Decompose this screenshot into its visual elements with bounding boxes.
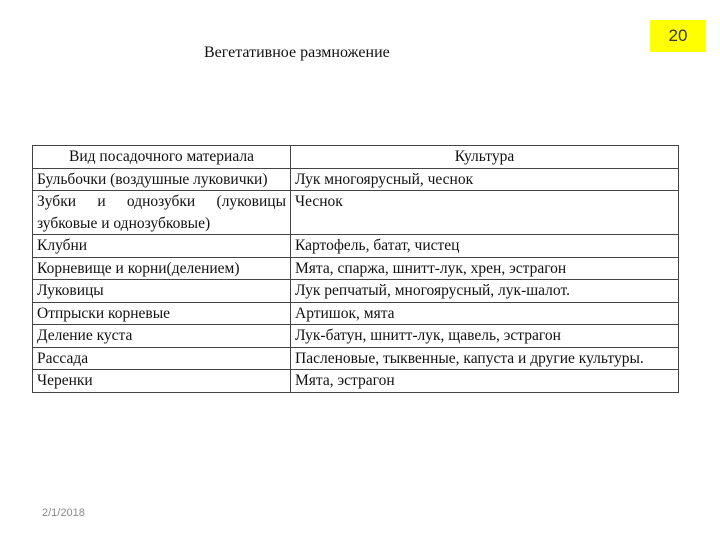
- crop-cell: Артишок, мята: [291, 302, 679, 325]
- crop-cell: Мята, эстрагон: [291, 370, 679, 393]
- crop-cell: Картофель, батат, чистец: [291, 235, 679, 258]
- material-cell: Корневище и корни(делением): [33, 257, 291, 280]
- crop-cell: Лук многоярусный, чеснок: [291, 168, 679, 191]
- propagation-table: [32, 145, 679, 393]
- table-row: [33, 235, 679, 258]
- header-material-type: Вид посадочного материала: [33, 146, 291, 169]
- crop-cell: Пасленовые, тыквенные, капуста и другие культуры.: [291, 347, 679, 370]
- slide-title: Вегетативное размножение: [204, 44, 390, 61]
- material-cell: Рассада: [33, 347, 291, 370]
- page-number-badge: 20: [650, 20, 706, 52]
- table-row: [33, 370, 679, 393]
- crop-cell: Лук-батун, шнитт-лук, щавель, эстрагон: [291, 325, 679, 348]
- header-crop: Культура: [291, 146, 679, 169]
- material-cell: Черенки: [33, 370, 291, 393]
- table-row: [33, 168, 679, 191]
- table-row: [33, 257, 679, 280]
- crop-cell: Лук репчатый, многоярусный, лук-шалот.: [291, 280, 679, 303]
- material-cell: Деление куста: [33, 325, 291, 348]
- table-row: [33, 280, 679, 303]
- crop-cell: Мята, спаржа, шнитт-лук, хрен, эстрагон: [291, 257, 679, 280]
- table-row: [33, 325, 679, 348]
- material-cell: Луковицы: [33, 280, 291, 303]
- table-header-row: [33, 146, 679, 169]
- table-row: [33, 302, 679, 325]
- crop-cell: Чеснок: [291, 191, 679, 235]
- footer-date: 2/1/2018: [42, 507, 85, 519]
- material-cell: Клубни: [33, 235, 291, 258]
- material-cell: Отпрыски корневые: [33, 302, 291, 325]
- material-cell: Зубки и однозубки (луковицы зубковые и однозубковые): [33, 191, 291, 235]
- material-cell: Бульбочки (воздушные луковички): [33, 168, 291, 191]
- table-row: [33, 347, 679, 370]
- table-row: [33, 191, 679, 235]
